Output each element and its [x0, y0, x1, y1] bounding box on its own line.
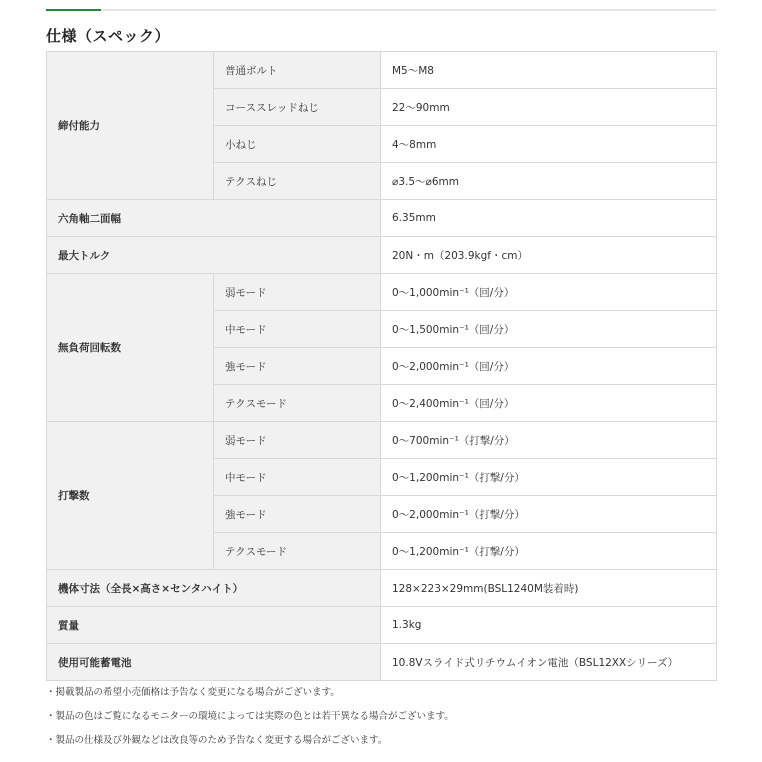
spec-label: 無負荷回転数 — [47, 274, 214, 422]
table-row — [47, 644, 717, 681]
spec-value: 0〜2,000min⁻¹（打撃/分） — [381, 496, 717, 533]
spec-value: 0〜2,000min⁻¹（回/分） — [381, 348, 717, 385]
spec-sublabel: テクスモード — [214, 385, 381, 422]
spec-value: 6.35mm — [381, 200, 717, 237]
spec-value: 22〜90mm — [381, 89, 717, 126]
table-row — [47, 237, 717, 274]
table-row — [47, 274, 717, 311]
header-rule-accent — [46, 9, 101, 11]
spec-value: 0〜700min⁻¹（打撃/分） — [381, 422, 717, 459]
spec-value: M5〜M8 — [381, 52, 717, 89]
spec-sublabel: テクスねじ — [214, 163, 381, 200]
table-row — [47, 422, 717, 459]
header-rule — [46, 9, 716, 11]
spec-value: 0〜1,200min⁻¹（打撃/分） — [381, 533, 717, 570]
spec-label: 打撃数 — [47, 422, 214, 570]
spec-value: 10.8Vスライド式リチウムイオン電池（BSL12XXシリーズ） — [381, 644, 717, 681]
table-row — [47, 570, 717, 607]
spec-sublabel: 普通ボルト — [214, 52, 381, 89]
section-title: 仕様（スペック） — [46, 27, 171, 45]
spec-sublabel: 強モード — [214, 496, 381, 533]
spec-value: 0〜1,500min⁻¹（回/分） — [381, 311, 717, 348]
note-item: ・製品の色はご覧になるモニターの環境によっては実際の色とは若干異なる場合がございます。 — [46, 711, 454, 722]
spec-value: ⌀3.5〜⌀6mm — [381, 163, 717, 200]
spec-sublabel: 弱モード — [214, 274, 381, 311]
spec-value: 128×223×29mm(BSL1240M装着時) — [381, 570, 717, 607]
spec-value: 20N・m（203.9kgf・cm） — [381, 237, 717, 274]
table-row — [47, 200, 717, 237]
spec-label: 質量 — [47, 607, 381, 644]
spec-value: 0〜1,200min⁻¹（打撃/分） — [381, 459, 717, 496]
spec-value: 4〜8mm — [381, 126, 717, 163]
note-item: ・製品の仕様及び外観などは改良等のため予告なく変更する場合がございます。 — [46, 735, 388, 746]
spec-sublabel: 中モード — [214, 459, 381, 496]
spec-sublabel: テクスモード — [214, 533, 381, 570]
spec-label: 使用可能蓄電池 — [47, 644, 381, 681]
spec-sublabel: 小ねじ — [214, 126, 381, 163]
spec-sublabel: 中モード — [214, 311, 381, 348]
spec-value: 0〜2,400min⁻¹（回/分） — [381, 385, 717, 422]
spec-label: 機体寸法（全長×高さ×センタハイト） — [47, 570, 381, 607]
spec-table — [46, 51, 717, 681]
note-item: ・掲載製品の希望小売価格は予告なく変更になる場合がございます。 — [46, 687, 340, 698]
spec-label: 締付能力 — [47, 52, 214, 200]
table-row — [47, 607, 717, 644]
spec-sublabel: コーススレッドねじ — [214, 89, 381, 126]
disclaimer-notes — [46, 686, 454, 758]
spec-sublabel: 強モード — [214, 348, 381, 385]
spec-value: 1.3kg — [381, 607, 717, 644]
spec-sublabel: 弱モード — [214, 422, 381, 459]
table-row — [47, 52, 717, 89]
spec-label: 六角軸二面幅 — [47, 200, 381, 237]
spec-label: 最大トルク — [47, 237, 381, 274]
spec-value: 0〜1,000min⁻¹（回/分） — [381, 274, 717, 311]
